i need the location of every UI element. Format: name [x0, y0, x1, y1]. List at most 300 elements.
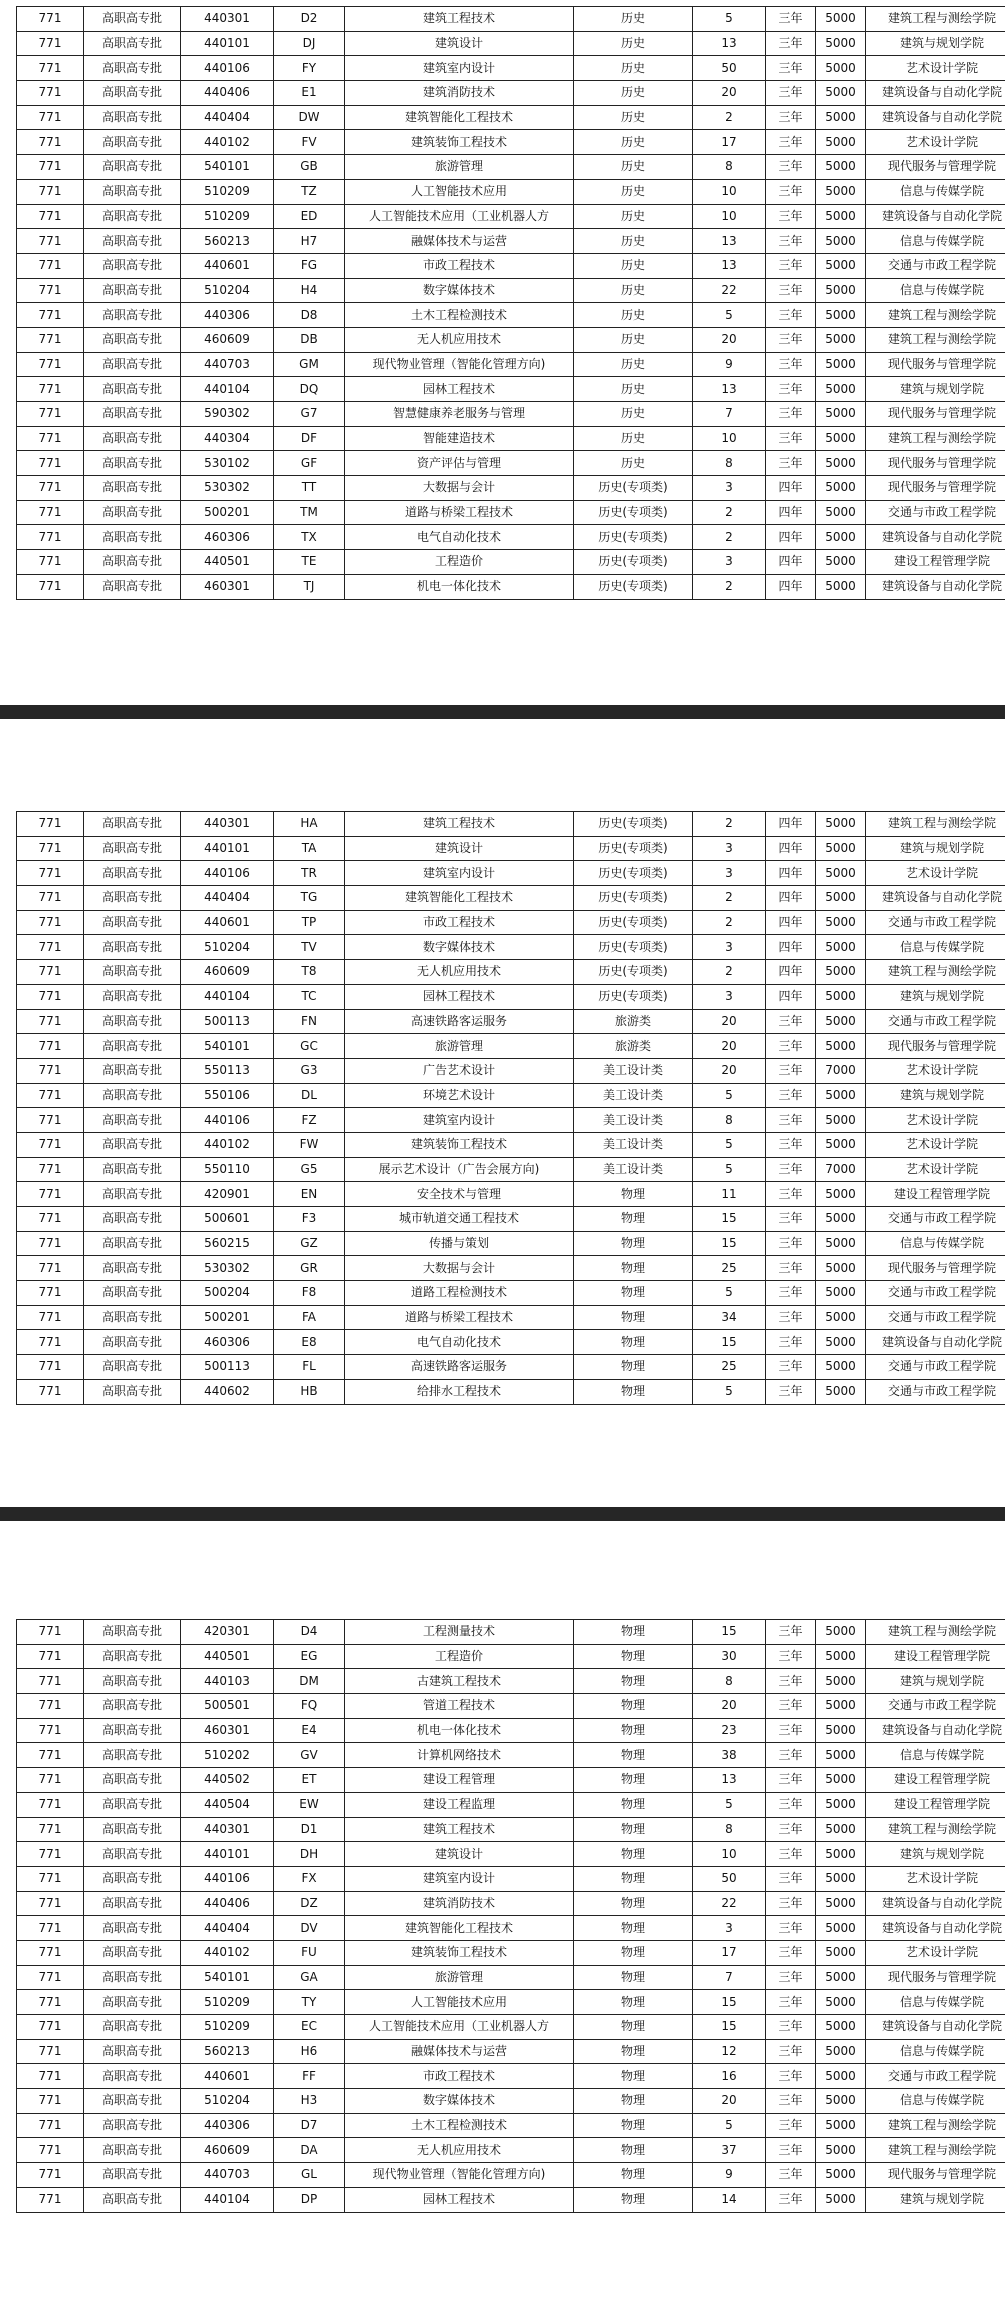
tuition-cell: 5000 — [816, 2064, 866, 2089]
batch-name-cell: 高职高专批 — [84, 327, 181, 352]
duration-cell: 四年 — [766, 476, 816, 501]
major-id-cell: FU — [274, 1940, 345, 1965]
duration-cell: 三年 — [766, 2064, 816, 2089]
college-cell: 艺术设计学院 — [866, 1157, 1005, 1182]
batch-code-cell: 771 — [17, 910, 84, 935]
major-name-cell: 大数据与会计 — [345, 476, 574, 501]
tuition-cell: 5000 — [816, 935, 866, 960]
batch-name-cell: 高职高专批 — [84, 303, 181, 328]
duration-cell: 三年 — [766, 1330, 816, 1355]
table-row — [17, 1842, 1005, 1867]
subject-category-cell: 美工设计类 — [574, 1157, 693, 1182]
duration-cell: 三年 — [766, 229, 816, 254]
major-name-cell: 电气自动化技术 — [345, 525, 574, 550]
college-cell: 信息与传媒学院 — [866, 1231, 1005, 1256]
major-code-cell: 440102 — [181, 1132, 274, 1157]
college-cell: 艺术设计学院 — [866, 1132, 1005, 1157]
major-name-cell: 智能建造技术 — [345, 426, 574, 451]
tuition-cell: 5000 — [816, 81, 866, 106]
duration-cell: 三年 — [766, 1940, 816, 1965]
duration-cell: 三年 — [766, 1157, 816, 1182]
tuition-cell: 5000 — [816, 1940, 866, 1965]
duration-cell: 三年 — [766, 303, 816, 328]
major-name-cell: 无人机应用技术 — [345, 2138, 574, 2163]
batch-code-cell: 771 — [17, 984, 84, 1009]
table-row — [17, 812, 1005, 837]
table-row — [17, 1694, 1005, 1719]
duration-cell: 三年 — [766, 402, 816, 427]
page-2 — [0, 719, 1005, 1507]
quota-cell: 5 — [693, 1132, 766, 1157]
quota-cell: 12 — [693, 2039, 766, 2064]
major-name-cell: 数字媒体技术 — [345, 935, 574, 960]
tuition-cell: 5000 — [816, 105, 866, 130]
major-name-cell: 广告艺术设计 — [345, 1058, 574, 1083]
duration-cell: 三年 — [766, 1620, 816, 1645]
major-name-cell: 人工智能技术应用 — [345, 1990, 574, 2015]
college-cell: 信息与传媒学院 — [866, 229, 1005, 254]
batch-name-cell: 高职高专批 — [84, 1916, 181, 1941]
major-code-cell: 540101 — [181, 1034, 274, 1059]
college-cell: 信息与传媒学院 — [866, 935, 1005, 960]
college-cell: 艺术设计学院 — [866, 1866, 1005, 1891]
major-id-cell: DQ — [274, 377, 345, 402]
major-code-cell: 440101 — [181, 836, 274, 861]
batch-name-cell: 高职高专批 — [84, 1108, 181, 1133]
major-code-cell: 440304 — [181, 426, 274, 451]
major-id-cell: FZ — [274, 1108, 345, 1133]
table-row — [17, 2064, 1005, 2089]
college-cell: 建筑设备与自动化学院 — [866, 2015, 1005, 2040]
tuition-cell: 5000 — [816, 1965, 866, 1990]
duration-cell: 三年 — [766, 2015, 816, 2040]
major-name-cell: 市政工程技术 — [345, 910, 574, 935]
major-id-cell: DA — [274, 2138, 345, 2163]
major-id-cell: EC — [274, 2015, 345, 2040]
table-row — [17, 229, 1005, 254]
table-row — [17, 1817, 1005, 1842]
tuition-cell: 5000 — [816, 1718, 866, 1743]
college-cell: 现代服务与管理学院 — [866, 1965, 1005, 1990]
quota-cell: 8 — [693, 155, 766, 180]
major-name-cell: 建筑装饰工程技术 — [345, 1132, 574, 1157]
duration-cell: 三年 — [766, 2039, 816, 2064]
quota-cell: 20 — [693, 1034, 766, 1059]
tuition-cell: 5000 — [816, 377, 866, 402]
tuition-cell: 5000 — [816, 1792, 866, 1817]
batch-name-cell: 高职高专批 — [84, 500, 181, 525]
major-code-cell: 440501 — [181, 550, 274, 575]
batch-name-cell: 高职高专批 — [84, 278, 181, 303]
subject-category-cell: 物理 — [574, 2113, 693, 2138]
subject-category-cell: 物理 — [574, 1965, 693, 1990]
duration-cell: 三年 — [766, 130, 816, 155]
major-code-cell: 500201 — [181, 500, 274, 525]
major-code-cell: 440102 — [181, 130, 274, 155]
college-cell: 建筑设备与自动化学院 — [866, 574, 1005, 599]
major-code-cell: 440703 — [181, 352, 274, 377]
batch-code-cell: 771 — [17, 303, 84, 328]
major-id-cell: H4 — [274, 278, 345, 303]
table-row — [17, 886, 1005, 911]
batch-code-cell: 771 — [17, 451, 84, 476]
quota-cell: 15 — [693, 1620, 766, 1645]
quota-cell: 10 — [693, 1842, 766, 1867]
subject-category-cell: 历史 — [574, 377, 693, 402]
tuition-cell: 7000 — [816, 1157, 866, 1182]
batch-name-cell: 高职高专批 — [84, 910, 181, 935]
major-name-cell: 建筑设计 — [345, 836, 574, 861]
major-id-cell: TV — [274, 935, 345, 960]
batch-code-cell: 771 — [17, 130, 84, 155]
quota-cell: 20 — [693, 1058, 766, 1083]
quota-cell: 25 — [693, 1355, 766, 1380]
table-row — [17, 327, 1005, 352]
tuition-cell: 5000 — [816, 1034, 866, 1059]
batch-name-cell: 高职高专批 — [84, 2113, 181, 2138]
quota-cell: 2 — [693, 574, 766, 599]
subject-category-cell: 旅游类 — [574, 1009, 693, 1034]
duration-cell: 三年 — [766, 2187, 816, 2212]
quota-cell: 5 — [693, 1083, 766, 1108]
batch-name-cell: 高职高专批 — [84, 31, 181, 56]
batch-code-cell: 771 — [17, 1669, 84, 1694]
duration-cell: 三年 — [766, 1108, 816, 1133]
major-name-cell: 市政工程技术 — [345, 2064, 574, 2089]
subject-category-cell: 历史(专项类) — [574, 861, 693, 886]
tuition-cell: 5000 — [816, 2187, 866, 2212]
major-code-cell: 440104 — [181, 377, 274, 402]
tuition-cell: 5000 — [816, 1083, 866, 1108]
subject-category-cell: 历史(专项类) — [574, 574, 693, 599]
quota-cell: 10 — [693, 179, 766, 204]
major-name-cell: 计算机网络技术 — [345, 1743, 574, 1768]
tuition-cell: 5000 — [816, 550, 866, 575]
admission-table-1 — [16, 6, 1005, 600]
quota-cell: 13 — [693, 253, 766, 278]
major-id-cell: EW — [274, 1792, 345, 1817]
tuition-cell: 5000 — [816, 451, 866, 476]
batch-code-cell: 771 — [17, 81, 84, 106]
batch-code-cell: 771 — [17, 550, 84, 575]
major-code-cell: 560215 — [181, 1231, 274, 1256]
major-name-cell: 给排水工程技术 — [345, 1379, 574, 1404]
tuition-cell: 5000 — [816, 984, 866, 1009]
quota-cell: 37 — [693, 2138, 766, 2163]
batch-code-cell: 771 — [17, 960, 84, 985]
batch-code-cell: 771 — [17, 500, 84, 525]
major-name-cell: 智慧健康养老服务与管理 — [345, 402, 574, 427]
batch-code-cell: 771 — [17, 574, 84, 599]
major-code-cell: 510209 — [181, 204, 274, 229]
quota-cell: 20 — [693, 81, 766, 106]
subject-category-cell: 物理 — [574, 2187, 693, 2212]
major-id-cell: D1 — [274, 1817, 345, 1842]
college-cell: 建筑工程与测绘学院 — [866, 1817, 1005, 1842]
college-cell: 交通与市政工程学院 — [866, 1379, 1005, 1404]
college-cell: 建筑与规划学院 — [866, 1083, 1005, 1108]
college-cell: 交通与市政工程学院 — [866, 1009, 1005, 1034]
quota-cell: 8 — [693, 1817, 766, 1842]
tuition-cell: 5000 — [816, 2015, 866, 2040]
batch-code-cell: 771 — [17, 2039, 84, 2064]
college-cell: 现代服务与管理学院 — [866, 451, 1005, 476]
batch-code-cell: 771 — [17, 2187, 84, 2212]
major-code-cell: 510209 — [181, 179, 274, 204]
major-id-cell: TC — [274, 984, 345, 1009]
batch-code-cell: 771 — [17, 1058, 84, 1083]
major-name-cell: 道路工程检测技术 — [345, 1281, 574, 1306]
duration-cell: 三年 — [766, 56, 816, 81]
batch-code-cell: 771 — [17, 278, 84, 303]
major-id-cell: GF — [274, 451, 345, 476]
batch-code-cell: 771 — [17, 1231, 84, 1256]
batch-name-cell: 高职高专批 — [84, 861, 181, 886]
college-cell: 建筑工程与测绘学院 — [866, 7, 1005, 32]
major-code-cell: 500601 — [181, 1207, 274, 1232]
major-name-cell: 建筑工程技术 — [345, 812, 574, 837]
batch-code-cell: 771 — [17, 2163, 84, 2188]
quota-cell: 14 — [693, 2187, 766, 2212]
quota-cell: 8 — [693, 1108, 766, 1133]
major-name-cell: 园林工程技术 — [345, 984, 574, 1009]
batch-name-cell: 高职高专批 — [84, 2039, 181, 2064]
batch-code-cell: 771 — [17, 836, 84, 861]
table-row — [17, 574, 1005, 599]
major-name-cell: 道路与桥梁工程技术 — [345, 500, 574, 525]
quota-cell: 16 — [693, 2064, 766, 2089]
tuition-cell: 5000 — [816, 1207, 866, 1232]
duration-cell: 三年 — [766, 1965, 816, 1990]
college-cell: 建筑与规划学院 — [866, 836, 1005, 861]
table-row — [17, 1718, 1005, 1743]
tuition-cell: 5000 — [816, 1330, 866, 1355]
major-id-cell: TX — [274, 525, 345, 550]
quota-cell: 3 — [693, 935, 766, 960]
batch-name-cell: 高职高专批 — [84, 1330, 181, 1355]
table-row — [17, 1940, 1005, 1965]
tuition-cell: 5000 — [816, 1817, 866, 1842]
batch-name-cell: 高职高专批 — [84, 1842, 181, 1867]
duration-cell: 三年 — [766, 2163, 816, 2188]
duration-cell: 三年 — [766, 1817, 816, 1842]
major-name-cell: 电气自动化技术 — [345, 1330, 574, 1355]
subject-category-cell: 历史 — [574, 155, 693, 180]
subject-category-cell: 物理 — [574, 1866, 693, 1891]
major-id-cell: GR — [274, 1256, 345, 1281]
college-cell: 艺术设计学院 — [866, 1108, 1005, 1133]
subject-category-cell: 物理 — [574, 1330, 693, 1355]
major-id-cell: TZ — [274, 179, 345, 204]
quota-cell: 3 — [693, 836, 766, 861]
duration-cell: 三年 — [766, 1207, 816, 1232]
major-code-cell: 440601 — [181, 910, 274, 935]
major-code-cell: 550106 — [181, 1083, 274, 1108]
tuition-cell: 5000 — [816, 1768, 866, 1793]
batch-name-cell: 高职高专批 — [84, 426, 181, 451]
batch-name-cell: 高职高专批 — [84, 1305, 181, 1330]
quota-cell: 7 — [693, 1965, 766, 1990]
college-cell: 信息与传媒学院 — [866, 2039, 1005, 2064]
quota-cell: 50 — [693, 56, 766, 81]
batch-name-cell: 高职高专批 — [84, 1620, 181, 1645]
batch-code-cell: 771 — [17, 1718, 84, 1743]
major-id-cell: TM — [274, 500, 345, 525]
major-name-cell: 建筑智能化工程技术 — [345, 105, 574, 130]
batch-code-cell: 771 — [17, 426, 84, 451]
tuition-cell: 7000 — [816, 1058, 866, 1083]
table-row — [17, 278, 1005, 303]
duration-cell: 四年 — [766, 836, 816, 861]
major-name-cell: 建筑消防技术 — [345, 1891, 574, 1916]
batch-name-cell: 高职高专批 — [84, 1083, 181, 1108]
major-id-cell: FF — [274, 2064, 345, 2089]
major-name-cell: 建筑智能化工程技术 — [345, 886, 574, 911]
batch-name-cell: 高职高专批 — [84, 204, 181, 229]
major-id-cell: FN — [274, 1009, 345, 1034]
major-code-cell: 460301 — [181, 574, 274, 599]
table-row — [17, 179, 1005, 204]
duration-cell: 三年 — [766, 81, 816, 106]
quota-cell: 22 — [693, 1891, 766, 1916]
major-name-cell: 旅游管理 — [345, 155, 574, 180]
tuition-cell: 5000 — [816, 402, 866, 427]
major-code-cell: 510209 — [181, 1990, 274, 2015]
college-cell: 交通与市政工程学院 — [866, 1305, 1005, 1330]
batch-code-cell: 771 — [17, 1990, 84, 2015]
batch-name-cell: 高职高专批 — [84, 550, 181, 575]
batch-code-cell: 771 — [17, 31, 84, 56]
major-name-cell: 展示艺术设计（广告会展方向) — [345, 1157, 574, 1182]
major-id-cell: FQ — [274, 1694, 345, 1719]
major-id-cell: GA — [274, 1965, 345, 1990]
major-id-cell: H3 — [274, 2089, 345, 2114]
quota-cell: 5 — [693, 2113, 766, 2138]
major-code-cell: 510204 — [181, 935, 274, 960]
table-row — [17, 2163, 1005, 2188]
major-name-cell: 人工智能技术应用（工业机器人方 — [345, 204, 574, 229]
table-row — [17, 2113, 1005, 2138]
major-code-cell: 440703 — [181, 2163, 274, 2188]
major-code-cell: 510204 — [181, 278, 274, 303]
batch-code-cell: 771 — [17, 1157, 84, 1182]
admission-table-2 — [16, 811, 1005, 1405]
major-code-cell: 530102 — [181, 451, 274, 476]
major-id-cell: DW — [274, 105, 345, 130]
major-code-cell: 440106 — [181, 1866, 274, 1891]
batch-code-cell: 771 — [17, 1379, 84, 1404]
batch-name-cell: 高职高专批 — [84, 2015, 181, 2040]
subject-category-cell: 物理 — [574, 2138, 693, 2163]
major-id-cell: FG — [274, 253, 345, 278]
batch-name-cell: 高职高专批 — [84, 1940, 181, 1965]
major-id-cell: E1 — [274, 81, 345, 106]
duration-cell: 三年 — [766, 1256, 816, 1281]
table-row — [17, 303, 1005, 328]
major-id-cell: T8 — [274, 960, 345, 985]
major-name-cell: 建筑设计 — [345, 31, 574, 56]
major-name-cell: 园林工程技术 — [345, 377, 574, 402]
duration-cell: 三年 — [766, 1058, 816, 1083]
major-name-cell: 数字媒体技术 — [345, 2089, 574, 2114]
major-name-cell: 市政工程技术 — [345, 253, 574, 278]
duration-cell: 三年 — [766, 1355, 816, 1380]
batch-name-cell: 高职高专批 — [84, 960, 181, 985]
major-code-cell: 440301 — [181, 1817, 274, 1842]
college-cell: 建筑与规划学院 — [866, 1669, 1005, 1694]
college-cell: 建设工程管理学院 — [866, 1768, 1005, 1793]
tuition-cell: 5000 — [816, 56, 866, 81]
batch-code-cell: 771 — [17, 1207, 84, 1232]
batch-name-cell: 高职高专批 — [84, 7, 181, 32]
major-id-cell: GL — [274, 2163, 345, 2188]
duration-cell: 三年 — [766, 1891, 816, 1916]
batch-code-cell: 771 — [17, 935, 84, 960]
batch-name-cell: 高职高专批 — [84, 2089, 181, 2114]
major-code-cell: 500204 — [181, 1281, 274, 1306]
table-row — [17, 130, 1005, 155]
major-id-cell: GC — [274, 1034, 345, 1059]
major-id-cell: DZ — [274, 1891, 345, 1916]
subject-category-cell: 物理 — [574, 1743, 693, 1768]
batch-code-cell: 771 — [17, 1940, 84, 1965]
major-id-cell: GB — [274, 155, 345, 180]
major-id-cell: F3 — [274, 1207, 345, 1232]
batch-name-cell: 高职高专批 — [84, 2138, 181, 2163]
batch-code-cell: 771 — [17, 2138, 84, 2163]
college-cell: 建筑与规划学院 — [866, 377, 1005, 402]
batch-code-cell: 771 — [17, 1694, 84, 1719]
duration-cell: 三年 — [766, 1009, 816, 1034]
quota-cell: 5 — [693, 1281, 766, 1306]
duration-cell: 三年 — [766, 377, 816, 402]
duration-cell: 三年 — [766, 327, 816, 352]
college-cell: 艺术设计学院 — [866, 1940, 1005, 1965]
subject-category-cell: 历史 — [574, 402, 693, 427]
subject-category-cell: 历史 — [574, 81, 693, 106]
subject-category-cell: 历史 — [574, 31, 693, 56]
batch-code-cell: 771 — [17, 204, 84, 229]
batch-name-cell: 高职高专批 — [84, 886, 181, 911]
major-code-cell: 440306 — [181, 2113, 274, 2138]
major-id-cell: TR — [274, 861, 345, 886]
major-code-cell: 500113 — [181, 1355, 274, 1380]
tuition-cell: 5000 — [816, 1644, 866, 1669]
table-row — [17, 1866, 1005, 1891]
batch-name-cell: 高职高专批 — [84, 179, 181, 204]
tuition-cell: 5000 — [816, 155, 866, 180]
admission-table-3 — [16, 1619, 1005, 2213]
table-row — [17, 352, 1005, 377]
major-name-cell: 建筑设计 — [345, 1842, 574, 1867]
major-id-cell: TJ — [274, 574, 345, 599]
table-row — [17, 2089, 1005, 2114]
tuition-cell: 5000 — [816, 229, 866, 254]
table-row — [17, 1256, 1005, 1281]
table-row — [17, 1355, 1005, 1380]
subject-category-cell: 历史 — [574, 327, 693, 352]
subject-category-cell: 物理 — [574, 1379, 693, 1404]
tuition-cell: 5000 — [816, 31, 866, 56]
table-row — [17, 1009, 1005, 1034]
major-id-cell: HB — [274, 1379, 345, 1404]
table-row — [17, 1620, 1005, 1645]
batch-code-cell: 771 — [17, 1965, 84, 1990]
college-cell: 建筑工程与测绘学院 — [866, 303, 1005, 328]
major-code-cell: 500201 — [181, 1305, 274, 1330]
batch-name-cell: 高职高专批 — [84, 402, 181, 427]
college-cell: 信息与传媒学院 — [866, 278, 1005, 303]
